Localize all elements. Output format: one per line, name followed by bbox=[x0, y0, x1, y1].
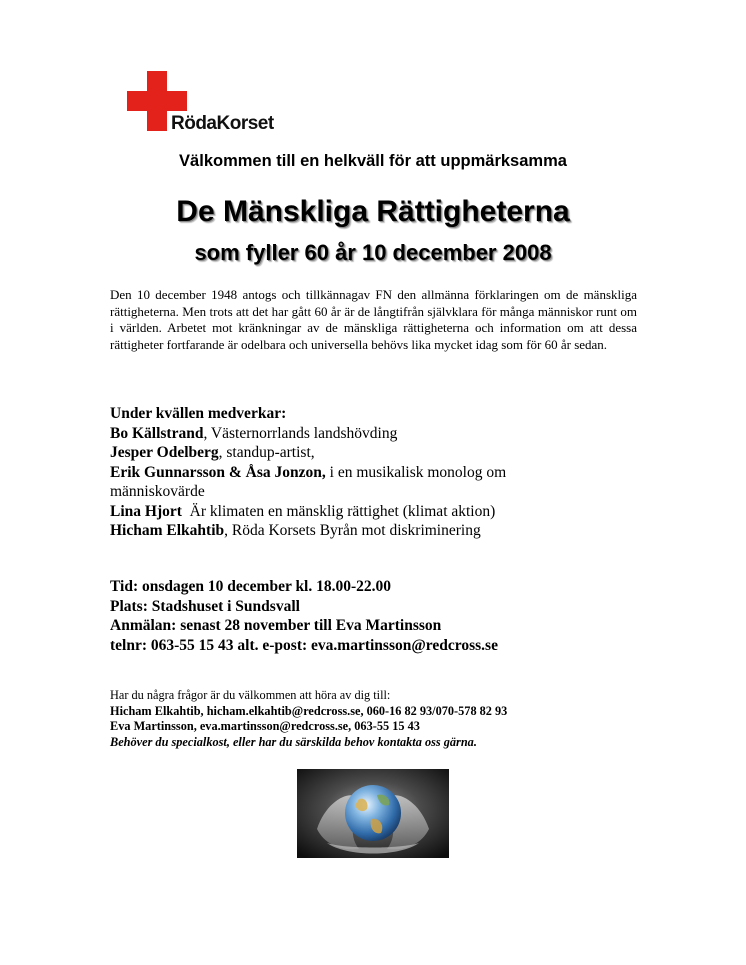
participants-section bbox=[110, 404, 630, 541]
participant-item bbox=[110, 521, 630, 541]
participant-desc: , standup-artist, bbox=[218, 444, 315, 461]
event-details bbox=[110, 577, 630, 655]
event-time: Tid: onsdagen 10 december kl. 18.00-22.00 bbox=[110, 578, 392, 595]
participant-desc: , Västernorrlands landshövding bbox=[203, 424, 398, 442]
special-needs-note: Behöver du specialkost, eller har du särskilda behov kontakta oss gärna. bbox=[110, 734, 477, 749]
participants-heading: Under kvällen medverkar: bbox=[110, 405, 287, 422]
main-subtitle: som fyller 60 år 10 december 2008 bbox=[194, 240, 552, 265]
intro-paragraph: Den 10 december 1948 antogs och tillkännagav FN den allmänna förklaringen om de mänskliga rättigheterna. Men trots att det har gått 60 år är de långtifrån självklara för många människor runt om i världen. Arbetet mot kränkningar av de mänskliga rättigheterna och information om att dessa rättigheter fortfarande är odelbara och universella behövs lika mycket idag som för 60 år sedan. bbox=[110, 287, 637, 352]
event-signup: Anmälan: senast 28 november till Eva Martinsson bbox=[110, 617, 442, 634]
hands-globe-image bbox=[297, 769, 449, 858]
participant-item bbox=[110, 463, 560, 502]
participant-desc: Är klimaten en mänsklig rättighet (klimat aktion) bbox=[181, 502, 496, 520]
main-title: De Mänskliga Rättigheterna bbox=[176, 195, 570, 228]
roda-korset-logo bbox=[127, 71, 287, 135]
event-place: Plats: Stadshuset i Sundsvall bbox=[110, 597, 300, 615]
participant-item bbox=[110, 443, 630, 463]
participant-name: Jesper Odelberg bbox=[110, 444, 219, 461]
participant-name: Bo Källstrand bbox=[110, 424, 204, 442]
contact-info bbox=[110, 688, 650, 750]
logo-brand-text: RödaKorset bbox=[171, 113, 274, 134]
welcome-heading: Välkommen till en helkväll för att uppmärksamma bbox=[179, 152, 567, 170]
participant-item bbox=[110, 502, 630, 522]
contact-person-2: Eva Martinsson, eva.martinsson@redcross.se, 063-55 15 43 bbox=[110, 719, 420, 734]
participant-name: Erik Gunnarsson & Åsa Jonzon, bbox=[110, 463, 326, 481]
participant-name: Hicham Elkahtib bbox=[110, 522, 225, 539]
contact-person-1: Hicham Elkahtib, hicham.elkahtib@redcross.se, 060-16 82 93/070-578 82 93 bbox=[110, 703, 508, 718]
participant-desc: i en musikalisk monolog om människovärde bbox=[110, 463, 507, 500]
participant-item bbox=[110, 424, 630, 444]
event-contact: telnr: 063-55 15 43 alt. e-post: eva.martinsson@redcross.se bbox=[110, 636, 498, 654]
participant-desc: , Röda Korsets Byrån mot diskriminering bbox=[224, 522, 481, 539]
contact-intro: Har du några frågor är du välkommen att höra av dig till: bbox=[110, 688, 391, 702]
participant-name: Lina Hjort bbox=[110, 502, 182, 520]
